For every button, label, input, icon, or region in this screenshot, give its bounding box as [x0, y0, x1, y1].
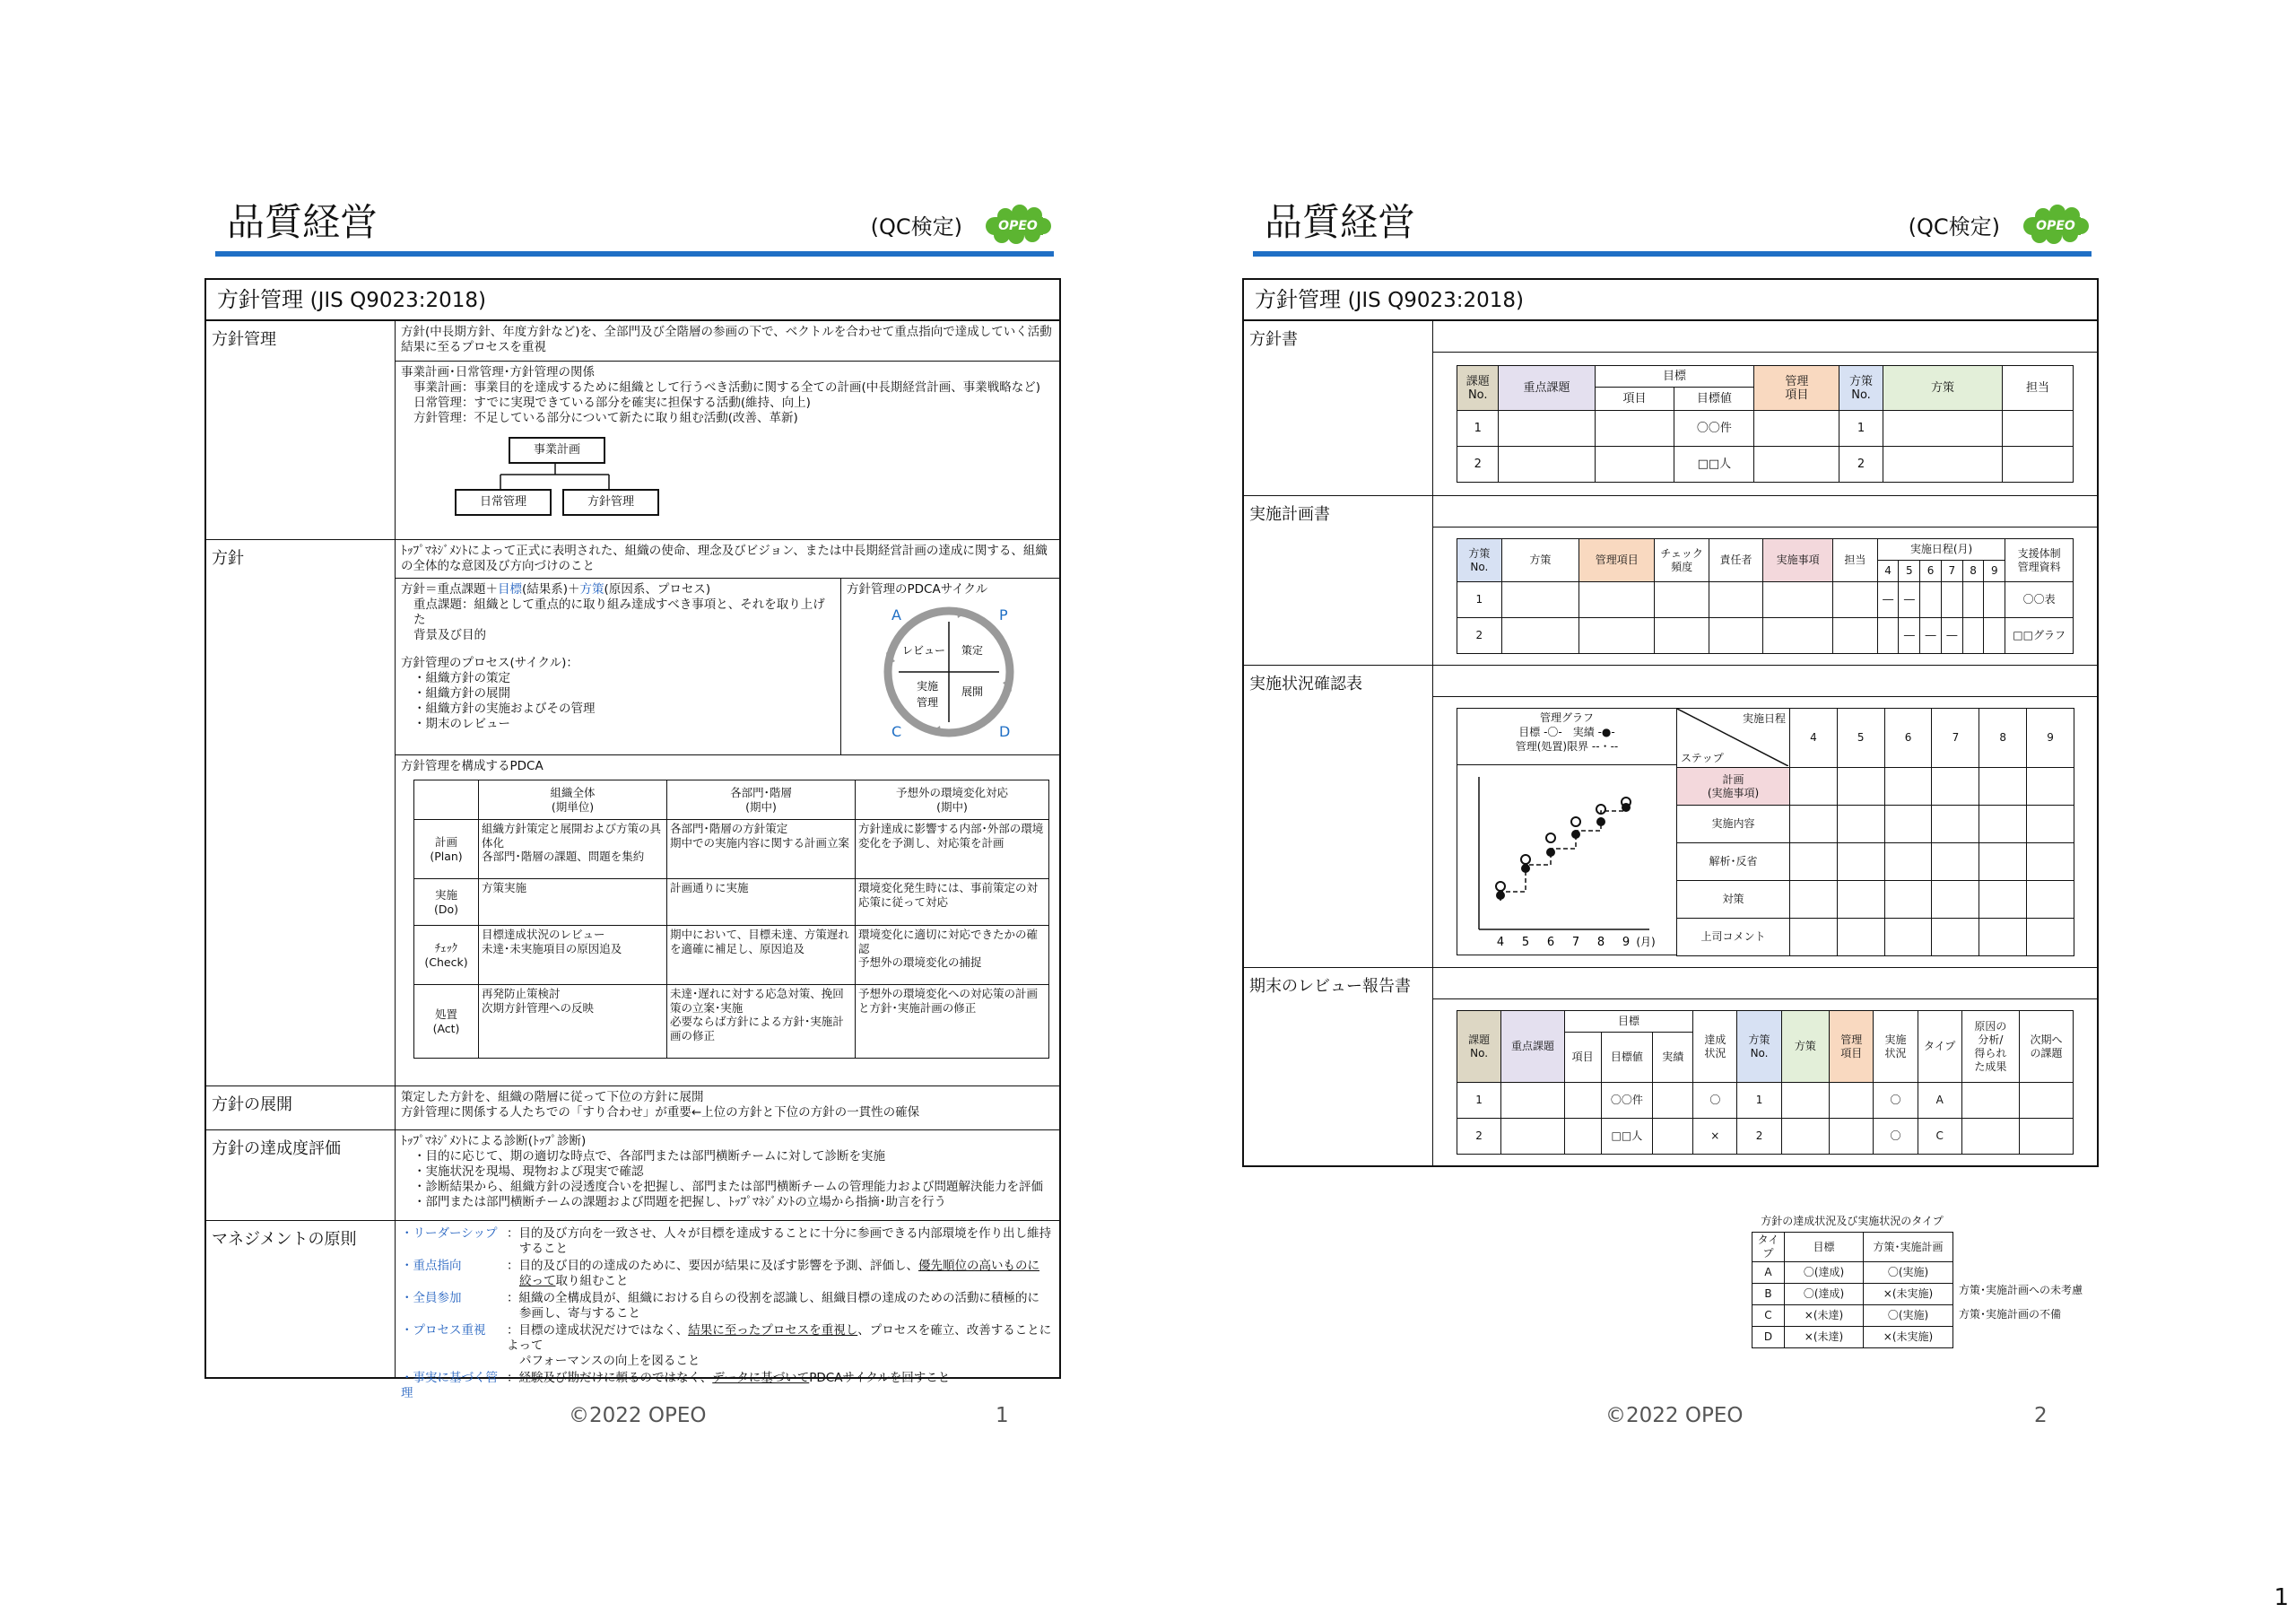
pdca-table-title: 方針管理を構成するPDCA: [401, 759, 544, 773]
x-tick: 6: [1546, 936, 1555, 949]
cell: 各部門･階層の方針策定 期中での実施内容に関する計画立案: [667, 820, 856, 879]
step-label: 上司コメント: [1677, 919, 1790, 956]
principle-item: ・リーダーシップ ：目的及び方向を一致させ、人々が目標を達成することに十分に参画できる内部環境を作り出し維持 すること: [401, 1226, 1052, 1256]
box-jigyo-keikaku: 事業計画: [509, 437, 605, 464]
row-jisshi: [1244, 496, 2097, 666]
section-title: 方針管理: [1255, 287, 1341, 312]
x-unit: (月): [1636, 936, 1656, 948]
cell: 〇〇件: [1674, 411, 1754, 447]
review-row: 1 〇〇件 〇 1 〇 A: [1457, 1083, 2074, 1119]
process-item: ・組織方針の実施およびその管理: [413, 702, 596, 716]
page-title-text: 品質経営: [1265, 200, 1416, 244]
principle-name: ・全員参加: [401, 1291, 462, 1305]
pdca-title: 方針管理のPDCAサイクル: [847, 582, 988, 597]
pdca-deploy: 展開: [961, 685, 984, 698]
cell: 組織方針策定と展開および方策の具体化 各部門･階層の課題、問題を集約: [479, 820, 667, 879]
hdr-tanto: 担当: [2003, 366, 2074, 411]
section-title: 方針管理: [217, 287, 303, 312]
schedule-bar: ―: [1899, 618, 1920, 654]
type-note: 方策･実施計画の不備: [1959, 1307, 2062, 1321]
process-title: 方針管理のプロセス(サイクル)：: [401, 656, 578, 670]
row-hoshin: [206, 540, 1059, 1086]
hdr-mokuhyo: 目標: [1564, 1011, 1692, 1033]
type-table-title: 方針の達成状況及び実施状況のタイプ: [1761, 1215, 1944, 1227]
cell: 予想外の環境変化への対応策の計画と方針･実施計画の修正: [856, 985, 1049, 1059]
schedule-bar: ―: [1899, 582, 1920, 618]
hdr-check: チェック 頻度: [1655, 539, 1709, 582]
row-content: [396, 1086, 1060, 1130]
hdr-komoku: 項目: [1595, 388, 1674, 411]
hdr-hosaku-no: 方策 No.: [1737, 1011, 1781, 1083]
hdr-komoku: 項目: [1564, 1033, 1601, 1083]
opeo-logo: [2020, 205, 2090, 244]
page-title-text: 品質経営: [227, 200, 378, 244]
kakunin-block: [1457, 708, 2097, 956]
hoshinsho-table: [1457, 365, 2074, 483]
relation-line: 事業計画：事業目的を達成するために組織として行うべき活動に関する全ての計画(中長期経営計画、事業戦略など): [413, 380, 1041, 395]
content-table: [1244, 321, 2097, 1165]
month-cell: 7: [1941, 561, 1962, 582]
page-title: [1242, 196, 2099, 251]
pdca-p-label: P: [999, 606, 1008, 623]
hdr-hosaku: 方策: [1781, 1011, 1830, 1083]
logo-text: OPEO: [2036, 219, 2075, 233]
cell: 未達･遅れに対する応急対策、挽回策の立案･実施 必要ならば方針による方針･実施計画の修正: [667, 985, 856, 1059]
hoshin-detail: [396, 578, 1059, 754]
principle-name: ・重点指向: [401, 1259, 462, 1273]
cell: 1: [1457, 582, 1502, 618]
row-review: [1244, 968, 2097, 1166]
footer-copyright-1: ©2022 OPEO: [569, 1404, 707, 1427]
hdr-jikou: 実施事項: [1763, 539, 1833, 582]
opeo-logo: [982, 205, 1052, 244]
intro-line: ﾄｯﾌﾟﾏﾈｼﾞﾒﾝﾄによって正式に表明された、組織の使命、理念及びビジョン、または中長期経営計画の達成に関する、組織: [401, 544, 1048, 558]
text-line: 方針管理に関係する人たちでの「すり合わせ」が重要←上位の方針と下位の方針の一貫性の確保: [401, 1105, 920, 1120]
x-tick: 7: [1571, 936, 1580, 949]
schedule-bar: ―: [1920, 618, 1942, 654]
footer-copyright-2: ©2022 OPEO: [1605, 1404, 1744, 1427]
footer-page-2: 2: [2034, 1404, 2048, 1427]
hdr-mokuhyo: 目標: [1595, 366, 1754, 388]
hdr-genin: 原因の 分析/ 得られ た成果: [1961, 1011, 2019, 1083]
pdca-review: レビュー: [901, 644, 946, 657]
section-header: [1244, 280, 2097, 321]
hdr-tanto: 担当: [1833, 539, 1878, 582]
cell: 計画通りに実施: [667, 879, 856, 926]
row-content: [396, 1130, 1060, 1221]
cell: 再発防止策検討 次期方針管理への反映: [479, 985, 667, 1059]
hdr-kanri: 管理項目: [1579, 539, 1655, 582]
cell: 目標達成状況のレビュー 未達･未実施項目の原因追及: [479, 926, 667, 985]
row-header: 処置 (Act): [414, 985, 479, 1059]
schedule-bar: ―: [1877, 582, 1899, 618]
pdca-c-label: C: [891, 723, 902, 740]
hdr-value: 目標値: [1674, 388, 1754, 411]
text-line: ・目的に応じて、期の適切な時点で、各部門または部門横断チームに対して診断を実施: [413, 1149, 885, 1164]
section-header: [206, 280, 1059, 321]
pdca-d-label: D: [999, 723, 1011, 740]
def-line: 方針(中長期方針、年度方針など)を、全部門及び全階層の参画の下で、ベクトルを合わせて重点指向で達成していく活動: [401, 325, 1052, 339]
principle-item: ・事実に基づく管理 ：経験及び勘だけに頼るのではなく、データに基づいてPDCAサイクルを回すこと: [401, 1371, 951, 1400]
type-table-block: [1752, 1213, 2083, 1348]
schedule-bar: ―: [1941, 618, 1962, 654]
hdr-jiki: 次期へ の課題: [2020, 1011, 2074, 1083]
type-table: タイプ 目標 方策･実施計画 A 〇(達成) 〇(実施) B 〇(達成) ×(未実施) C ×(未達) 〇(実施) D ×(未達) ×(未実施): [1752, 1232, 1953, 1348]
row-content: [1433, 666, 2098, 968]
page-subtitle: (QC検定): [870, 214, 962, 240]
relation-line: 方針管理：不足している部分について新たに取り組む活動(改善、革新): [413, 411, 798, 425]
pdca-a-label: A: [891, 606, 901, 623]
control-graph: [1457, 708, 1676, 955]
x-tick: 9: [1622, 936, 1631, 949]
cell: 方策実施: [479, 879, 667, 926]
formula-note: 背景及び目的: [413, 628, 486, 642]
title-underline: [215, 251, 1054, 257]
text-line: ・診断結果から、組織方針の浸透度合いを把握し、部門または部門横断チームの管理能力および問題解決能力を評価: [413, 1180, 1043, 1194]
row-content: [1433, 968, 2098, 1166]
hoshinsho-row: [1457, 447, 2074, 483]
text-line: ・実施状況を現場、現物および現実で確認: [413, 1164, 644, 1179]
row-label: 実施計画書: [1244, 496, 1433, 666]
hdr-jisshi-jokyo: 実施 状況: [1874, 1011, 1918, 1083]
row-label: 期末のレビュー報告書: [1244, 968, 1433, 1166]
hdr-hosaku: 方策: [1501, 539, 1578, 582]
month-cell: 8: [1979, 709, 2027, 768]
cell: 方針達成に影響する内部･外部の環境変化を予測し、対応策を計画: [856, 820, 1049, 879]
row-label: マネジメントの原則: [206, 1221, 396, 1378]
diagonal-header: [1677, 709, 1790, 768]
relation-connector: [449, 464, 629, 491]
cell: 〇〇表: [2005, 582, 2074, 618]
month-cell: 6: [1884, 709, 1932, 768]
pdca-impl2: 管理: [916, 696, 939, 709]
cell: 1: [1839, 411, 1883, 447]
content-frame: [1242, 278, 2099, 1167]
logo-text: OPEO: [998, 219, 1038, 233]
hdr-type: タイプ: [1918, 1011, 1961, 1083]
row-kakunin: [1244, 666, 2097, 968]
hdr-hosaku-no: 方策 No.: [1457, 539, 1502, 582]
step-label: 解析･反省: [1677, 843, 1790, 881]
hdr-jisseki: 実績: [1653, 1033, 1693, 1083]
pdca-cycle-block: [841, 579, 1059, 754]
hdr-jukadai: 重点課題: [1499, 366, 1595, 411]
process-item: ・組織方針の策定: [413, 671, 510, 685]
x-tick: 8: [1596, 936, 1605, 949]
section-standard: (JIS Q9023:2018): [1347, 289, 1524, 312]
col-header: 予想外の環境変化対応 (期中): [856, 780, 1049, 820]
month-cell: 9: [2027, 709, 2074, 768]
row-label: 方針の展開: [206, 1086, 396, 1130]
diag-top-label: 実施日程: [1742, 712, 1786, 725]
cell: 期中において、目標未達、方策遅れを適確に補足し、原因追及: [667, 926, 856, 985]
diag-bottom-label: ステップ: [1681, 752, 1724, 764]
gensoku-list: [396, 1221, 1059, 1400]
cell: 2: [1457, 447, 1499, 483]
hdr-kanri: 管理 項目: [1754, 366, 1839, 411]
row-label: 実施状況確認表: [1244, 666, 1433, 968]
definition: [396, 321, 1059, 361]
def-line: 結果に至るプロセスを重視: [401, 340, 546, 354]
hdr-tassei: 達成 状況: [1693, 1011, 1737, 1083]
month-cell: 9: [1984, 561, 2005, 582]
page-subtitle: (QC検定): [1908, 214, 2000, 240]
row-gensoku: [206, 1221, 1059, 1378]
section-standard: (JIS Q9023:2018): [309, 289, 486, 312]
row-hoshin-kanri: [206, 321, 1059, 540]
row-label: 方針の達成度評価: [206, 1130, 396, 1221]
pdca-table-block: [396, 754, 1059, 1086]
text-line: 策定した方針を、組織の階層に従って下位の方針に展開: [401, 1090, 704, 1104]
type-note: 方策･実施計画への未考慮: [1959, 1284, 2083, 1296]
page-title: [204, 196, 1061, 251]
cell: 環境変化に適切に対応できたかの確認 予想外の環境変化の捕捉: [856, 926, 1049, 985]
content-frame: [204, 278, 1061, 1400]
hyoka-text: [396, 1130, 1059, 1220]
type-notes: [1953, 1232, 2083, 1348]
row-content: [396, 321, 1060, 540]
text-line: ﾄｯﾌﾟﾏﾈｼﾞﾒﾝﾄによる診断(ﾄｯﾌﾟ診断): [401, 1134, 587, 1148]
month-cell: 7: [1932, 709, 1979, 768]
hoshin-intro: [396, 540, 1059, 578]
tenkai-text: [396, 1086, 1059, 1129]
intro-line: の全体的な意図及び方向づけのこと: [401, 559, 595, 573]
relation-title: 事業計画･日常管理･方針管理の関係: [401, 365, 595, 379]
pdca-impl1: 実施: [916, 680, 939, 693]
cell: 1: [1457, 411, 1499, 447]
page-1: [204, 196, 1061, 1400]
row-content: [1433, 496, 2098, 666]
cell: □□グラフ: [2005, 618, 2074, 654]
row-hyoka: [206, 1130, 1059, 1221]
month-cell: 6: [1920, 561, 1942, 582]
text-line: ・部門または部門横断チームの課題および問題を把握し、ﾄｯﾌﾟﾏﾈｼﾞﾒﾝﾄの立場から指摘･助言を行う: [413, 1195, 946, 1209]
formula: 方針＝重点課題＋目標(結果系)＋方策(原因系、プロセス): [401, 582, 711, 597]
corner-number: 1: [2274, 1584, 2289, 1611]
pdca-row-act: [414, 985, 1049, 1059]
row-content: [396, 540, 1060, 1086]
row-header: ﾁｪｯｸ (Check): [414, 926, 479, 985]
jisshi-row: [1457, 582, 2074, 618]
graph-legend: 管理グラフ 目標 -〇- 実績 -●- 管理(処置)限界 --・--: [1515, 711, 1619, 753]
step-label: 実施内容: [1677, 806, 1790, 843]
relation-line: 日常管理：すでに実現できている部分を確実に担保する活動(維持、向上): [413, 396, 811, 410]
month-cell: 8: [1962, 561, 1984, 582]
hdr-nittei: 実施日程(月): [1877, 539, 2005, 561]
footer-page-1: 1: [996, 1404, 1009, 1427]
hdr-hosaku-no: 方策 No.: [1839, 366, 1883, 411]
hdr-value: 目標値: [1601, 1033, 1653, 1083]
month-cell: 4: [1790, 709, 1838, 768]
principle-item: ・プロセス重視 ：目標の達成状況だけではなく、結果に至ったプロセスを重視し、プロセスを確立、改善することによって パフォーマンスの向上を図ること: [401, 1323, 1052, 1368]
row-content: [396, 1221, 1060, 1400]
row-label: 方針書: [1244, 321, 1433, 496]
month-cell: 4: [1877, 561, 1899, 582]
review-table: [1457, 1010, 2074, 1155]
hoshin-formula-block: [396, 579, 841, 754]
hoshinsho-row: [1457, 411, 2074, 447]
cell: 2: [1457, 618, 1502, 654]
page-2: [1242, 196, 2099, 1343]
row-hoshinsho: [1244, 321, 2097, 496]
hdr-kadai-no: 課題 No.: [1457, 1011, 1501, 1083]
cell: 2: [1839, 447, 1883, 483]
principle-item: ・全員参加 ：組織の全構成員が、組織における自らの役割を認識し、組織目標の達成のための活動に積極的に 参画し、寄与すること: [401, 1291, 1039, 1321]
process-item: ・期末のレビュー: [413, 717, 510, 731]
control-graph-plot: [1457, 766, 1673, 955]
jisshi-table: [1457, 538, 2074, 654]
step-label: 対策: [1677, 881, 1790, 919]
month-cell: 5: [1899, 561, 1920, 582]
cell: □□人: [1674, 447, 1754, 483]
formula-note: 重点課題：組織として重点的に取り組み達成すべき事項と、それを取り上げた: [413, 597, 825, 627]
relation-block: [396, 361, 1059, 539]
month-cell: 5: [1837, 709, 1884, 768]
jisshi-row: [1457, 618, 2074, 654]
hdr-jukadai: 重点課題: [1501, 1011, 1565, 1083]
hdr-hosaku: 方策: [1883, 366, 2002, 411]
review-row: 2 □□人 × 2 〇 C: [1457, 1119, 2074, 1155]
hdr-kanri: 管理 項目: [1830, 1011, 1874, 1083]
row-tenkai: [206, 1086, 1059, 1130]
pdca-row-check: [414, 926, 1049, 985]
pdca-plan: 策定: [961, 644, 984, 657]
row-content: [1433, 321, 2098, 496]
row-header: 計画 (Plan): [414, 820, 479, 879]
process-item: ・組織方針の展開: [413, 686, 510, 701]
col-header: 組織全体 (期単位): [479, 780, 667, 820]
principle-item: ・重点指向 ：目的及び目的の達成のために、要因が結果に及ぼす影響を予測、評価し、優先順位の高いものに 絞って取り組むこと: [401, 1259, 1039, 1288]
row-header: 実施 (Do): [414, 879, 479, 926]
pdca-cycle-diagram: [841, 602, 1057, 745]
pdca-row-do: [414, 879, 1049, 926]
cell: 環境変化発生時には、事前策定の対応策に従って対応: [856, 879, 1049, 926]
hdr-sekinin: 責任者: [1709, 539, 1762, 582]
principle-name: ・リーダーシップ: [401, 1226, 498, 1241]
col-header: 各部門･階層 (期中): [667, 780, 856, 820]
hdr-shien: 支援体制 管理資料: [2005, 539, 2074, 582]
x-tick: 5: [1521, 936, 1530, 949]
box-hoshin-kanri: 方針管理: [562, 489, 659, 516]
step-label: 計画 (実施事項): [1677, 768, 1790, 806]
pdca-table: [413, 780, 1049, 1059]
content-table: [206, 321, 1059, 1400]
title-underline: [1253, 251, 2092, 257]
principle-name: ・事実に基づく管理: [401, 1371, 498, 1400]
x-tick: 4: [1496, 936, 1505, 949]
principle-name: ・プロセス重視: [401, 1323, 486, 1338]
pdca-row-plan: [414, 820, 1049, 879]
row-label: 方針管理: [206, 321, 396, 540]
kakunin-table: [1676, 708, 2074, 956]
hdr-kadai-no: 課題 No.: [1457, 366, 1499, 411]
row-label: 方針: [206, 540, 396, 1086]
box-nichijo-kanri: 日常管理: [455, 489, 552, 516]
